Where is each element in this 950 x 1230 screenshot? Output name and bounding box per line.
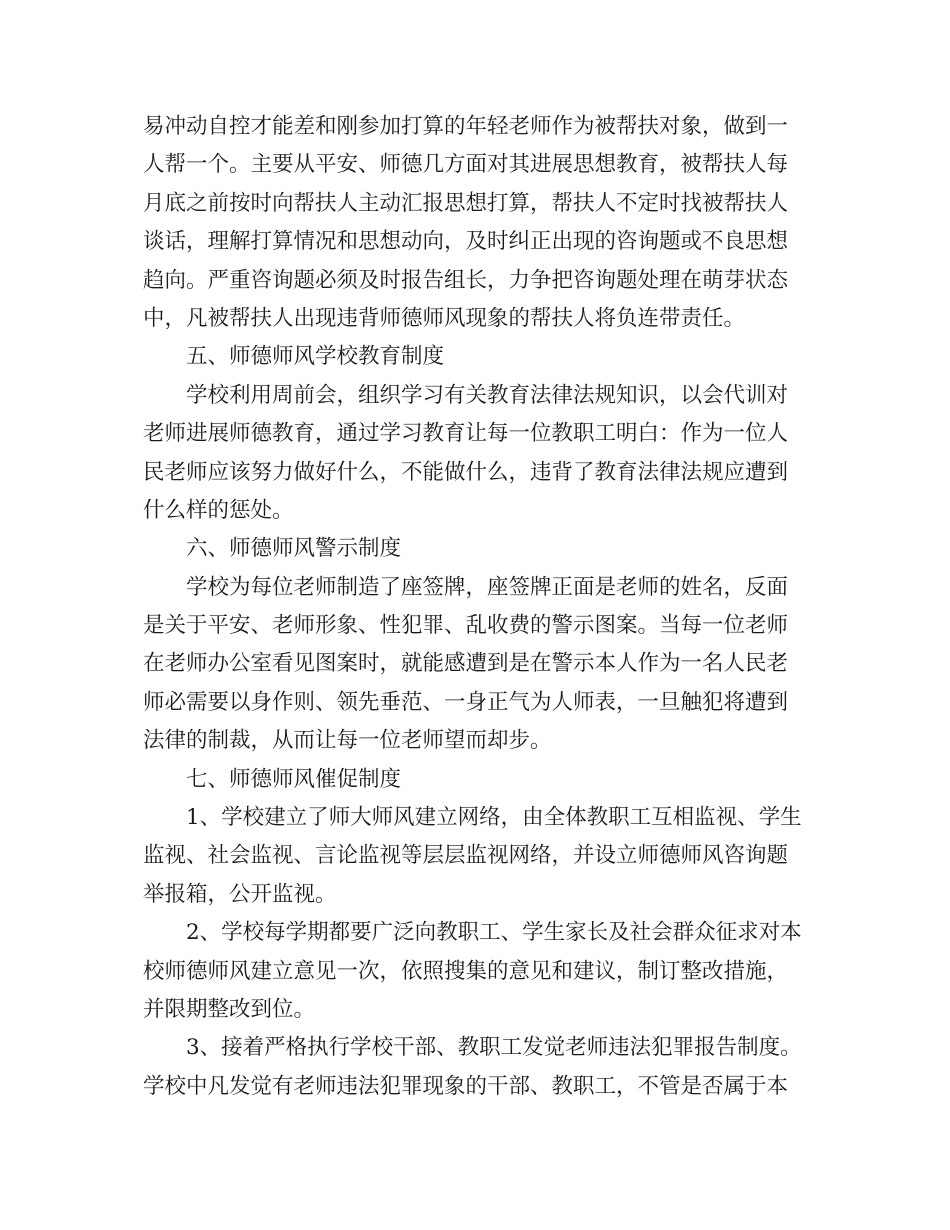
text-line: 月底之前按时向帮扶人主动汇报思想打算，帮扶人不定时找被帮扶人	[143, 190, 789, 216]
text-line: 并限期整改到位。	[143, 996, 316, 1022]
text-line: 五、师德师风学校教育制度	[186, 344, 445, 370]
text-line: 校师德师风建立意见一次，依照搜集的意见和建议，制订整改措施，	[143, 958, 789, 984]
text-line: 六、师德师风警示制度	[186, 536, 402, 562]
text-line: 人帮一个。主要从平安、师德几方面对其进展思想教育，被帮扶人每	[143, 152, 789, 178]
text-line: 易冲动自控才能差和刚参加打算的年轻老师作为被帮扶对象，做到一	[143, 114, 789, 139]
text-line: 七、师德师风催促制度	[186, 766, 402, 792]
text-line: 学校利用周前会，组织学习有关教育法律法规知识，以会代训对	[186, 382, 789, 408]
text-line: 举报箱，公开监视。	[143, 881, 337, 907]
text-line: 3、接着严格执行学校干部、教职工发觉老师违法犯罪报告制度。	[186, 1035, 802, 1061]
text-line: 2、学校每学期都要广泛向教职工、学生家长及社会群众征求对本	[186, 920, 802, 946]
text-line: 师必需要以身作则、领先垂范、一身正气为人师表，一旦触犯将遭到	[143, 689, 789, 715]
text-line: 谈话，理解打算情况和思想动向，及时纠正出现的咨询题或不良思想	[143, 229, 789, 255]
text-line: 中，凡被帮扶人出现违背师德师风现象的帮扶人将负连带责任。	[143, 305, 746, 331]
text-line: 是关于平安、老师形象、性犯罪、乱收费的警示图案。当每一位老师	[143, 613, 789, 639]
text-line: 1、学校建立了师大师风建立网络，由全体教职工互相监视、学生	[186, 805, 802, 831]
text-line: 监视、社会监视、言论监视等层层监视网络，并设立师德师风咨询题	[143, 843, 789, 869]
text-line: 学校中凡发觉有老师违法犯罪现象的干部、教职工，不管是否属于本	[143, 1073, 789, 1099]
text-line: 什么样的惩处。	[143, 497, 294, 523]
document-body	[143, 108, 813, 1106]
text-line: 民老师应该努力做好什么，不能做什么，违背了教育法律法规应遭到	[143, 459, 789, 485]
text-line: 趋向。严重咨询题必须及时报告组长，力争把咨询题处理在萌芽状态	[143, 267, 789, 293]
text-line: 老师进展师德教育，通过学习教育让每一位教职工明白：作为一位人	[143, 421, 789, 447]
text-line: 在老师办公室看见图案时，就能感遭到是在警示本人作为一名人民老	[143, 651, 789, 677]
text-line: 学校为每位老师制造了座签牌，座签牌正面是老师的姓名，反面	[186, 574, 789, 600]
text-line: 法律的制裁，从而让每一位老师望而却步。	[143, 728, 552, 754]
